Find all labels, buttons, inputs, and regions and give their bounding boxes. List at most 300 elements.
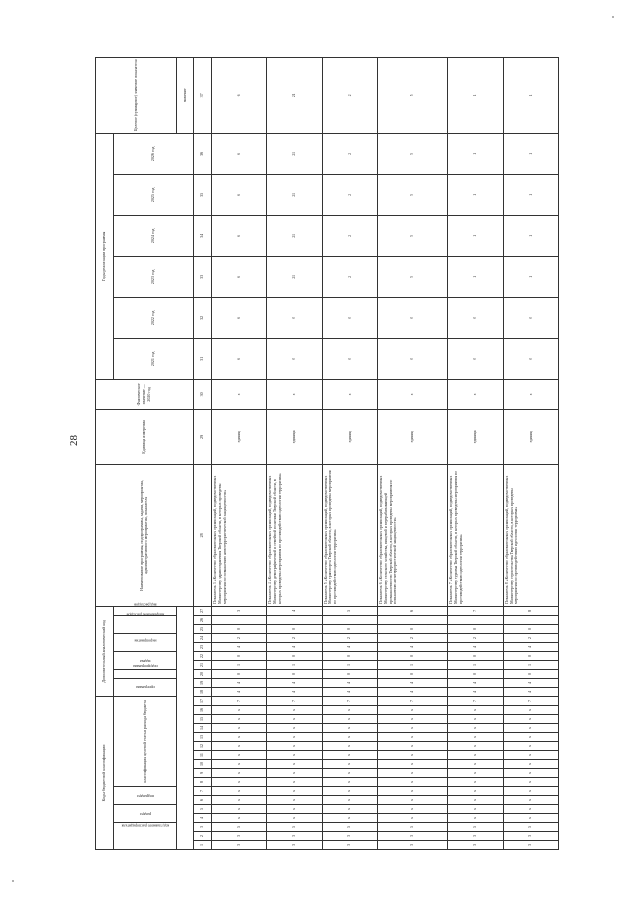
code-cell: 5 [322,823,377,832]
column-number: 28 [193,464,211,606]
code-cell: х [322,733,377,742]
fact-cell: х [448,379,503,409]
year-value-cell: 0 [503,297,558,338]
code-cell: 4 [503,642,558,651]
code-cell: х [377,769,448,778]
code-cell [503,615,558,624]
code-cell: 4 [267,606,322,615]
years-header: Годы реализации программы [96,133,114,379]
column-number: 10 [193,760,211,769]
year-value-cell: 6 [212,215,267,256]
table-row [322,57,377,849]
code-cell: 3 [212,832,267,841]
activity-header-text: мероприятие [134,638,157,644]
code-cell: х [503,751,558,760]
scan-artifact [612,16,614,18]
code-cell: 5 [267,823,322,832]
year-value-cell: 0 [377,338,448,379]
year-value-cell: 6 [212,338,267,379]
code-cell: х [448,751,503,760]
code-cell: 7 [448,696,503,705]
column-number: 2 [193,832,211,841]
code-cell: х [212,778,267,787]
code-cell: х [377,733,448,742]
year-value-cell: 0 [322,338,377,379]
code-cell: х [212,751,267,760]
code-cell: х [503,742,558,751]
task-header-text: задача [139,658,151,664]
code-cell: 0 [212,624,267,633]
code-cell: 4 [448,687,503,696]
code-cell: 0 [377,669,448,678]
code-cell: 4 [212,678,267,687]
code-cell: 0 [322,669,377,678]
year-value-cell: 21 [267,133,322,174]
code-cell: 7 [503,696,558,705]
code-cell: х [448,796,503,805]
target-value-cell: 1 [503,57,558,133]
code-cell: 4 [377,678,448,687]
code-cell: х [448,706,503,715]
year-value-cell: 1 [503,174,558,215]
code-cell: х [377,805,448,814]
code-cell: 5 [322,606,377,615]
unit-cell: единиц [212,409,267,464]
code-cell: 7 [322,696,377,705]
code-cell: 0 [212,669,267,678]
code-cell: 5 [503,823,558,832]
column-number: 23 [193,642,211,651]
year-value-cell: 0 [267,338,322,379]
code-cell: х [212,787,267,796]
code-cell: 4 [377,642,448,651]
code-cell: 2 [322,633,377,642]
program-header-text: программа [135,685,155,691]
code-subheader [177,606,194,849]
fact-cell: х [503,379,558,409]
code-cell: 4 [212,687,267,696]
code-cell: 2 [503,633,558,642]
column-number: 1 [193,841,211,850]
code-cell: 7 [267,696,322,705]
code-cell: х [377,706,448,715]
column-number: 6 [193,796,211,805]
code-cell [322,615,377,624]
code-cell: 0 [267,624,322,633]
fact-cell: х [322,379,377,409]
code-cell: х [267,706,322,715]
code-cell: 7 [377,696,448,705]
year-value-cell: 5 [377,256,448,297]
code-cell: 4 [448,678,503,687]
code-cell: 5 [448,823,503,832]
code-cell: 0 [377,651,448,660]
code-cell: 4 [322,678,377,687]
code-cell: х [503,706,558,715]
column-number: 27 [193,606,211,615]
code-cell: 3 [377,832,448,841]
column-number: 16 [193,706,211,715]
indicator-name: Показатель 4 «Количество образовательных организаций, подведомственных Министерству демографической и семейной политики Тверской области, в которых проведены мероприятия по противодействию идеологии терроризма» [267,464,322,606]
budget-codes-header: Коды бюджетной классификации [96,696,114,849]
code-cell: х [503,724,558,733]
unit-cell: единиц [377,409,448,464]
column-number: 33 [193,256,211,297]
column-number: 15 [193,715,211,724]
indicator-name: Показатель 3 «Количество образовательных организаций, подведомственных Министерству здравоохранения Тверской области, в которых проведены мероприятия по повышению антитеррористической защищенности» [212,464,267,606]
code-cell: 2 [212,633,267,642]
code-cell: 3 [322,841,377,850]
fact-cell: х [377,379,448,409]
measure-header [114,612,177,633]
code-cell: 2 [267,633,322,642]
column-number: 9 [193,769,211,778]
indicator-name: Показатель 6 «Количество образовательных организаций, подведомственных Министерству сельского хозяйства, пищевой и перерабатывающей промышленности Тверской области, в которых проведены мероприятия по повышению антитеррористической защищенности» [377,464,448,606]
target-article-header: классификация целевой статьи расхода бюджета [114,696,177,786]
column-number: 7 [193,787,211,796]
code-cell: х [322,751,377,760]
code-cell: 4 [322,642,377,651]
code-cell: 0 [267,651,322,660]
column-number: 14 [193,724,211,733]
target-value-header: значение [177,57,194,133]
code-cell: х [267,787,322,796]
code-cell: х [377,724,448,733]
code-cell: х [377,814,448,823]
column-number: 24 [193,633,211,642]
scan-artifact [12,880,14,882]
code-cell: 4 [503,687,558,696]
column-number: 4 [193,814,211,823]
code-cell [448,615,503,624]
program-header [114,678,177,696]
year-value-cell: 2 [322,256,377,297]
code-cell: х [377,715,448,724]
column-number: 37 [193,57,211,133]
code-cell: х [322,805,377,814]
code-cell: 3 [503,832,558,841]
year-value-cell: 21 [267,256,322,297]
column-number: 31 [193,338,211,379]
section-header [114,805,177,823]
code-cell: х [448,787,503,796]
code-cell: 6 [377,606,448,615]
code-cell: х [267,805,322,814]
code-cell: х [503,715,558,724]
column-number: 32 [193,297,211,338]
table-row [448,57,503,849]
code-cell: х [322,706,377,715]
section-header-text: раздел [139,811,151,817]
code-cell: х [267,814,322,823]
year-header: 2024 год [114,215,194,256]
expense-type-header-text: вид расходов [134,602,157,608]
indicator-name: Показатель 5 «Количество образовательных организаций, подведомственных Министерству транспорта Тверской области, в которых проведены мероприятия по противодействию идеологии терроризма» [322,464,377,606]
year-value-cell: 5 [377,174,448,215]
code-cell: 4 [377,687,448,696]
column-number: 3 [193,823,211,832]
column-number: 17 [193,696,211,705]
column-number: 8 [193,778,211,787]
code-cell: 8 [503,606,558,615]
column-number: 35 [193,174,211,215]
code-cell: х [377,751,448,760]
code-cell: 1 [448,660,503,669]
code-cell: х [503,787,558,796]
year-value-cell: 1 [503,256,558,297]
code-cell [212,615,267,624]
year-header: 2025 год [114,174,194,215]
code-cell: х [503,760,558,769]
code-cell: 2 [448,633,503,642]
code-cell: х [212,769,267,778]
column-number: 25 [193,624,211,633]
fact-header: Фактическое значение — 2020 год [96,379,194,409]
subprogram-header [114,664,177,678]
column-number: 29 [193,409,211,464]
code-cell: х [212,733,267,742]
code-cell: х [448,733,503,742]
code-cell: 0 [212,651,267,660]
target-header: Целевое (суммарное) значение показателя [96,57,177,133]
code-cell: 4 [267,678,322,687]
target-value-cell: 1 [448,57,503,133]
code-cell: х [267,715,322,724]
code-cell: х [448,724,503,733]
code-cell: 7 [212,696,267,705]
year-value-cell: 0 [448,297,503,338]
code-cell: х [267,769,322,778]
code-cell: 0 [267,669,322,678]
year-value-cell: 2 [322,133,377,174]
code-cell: 3 [212,841,267,850]
unit-cell: единиц [322,409,377,464]
year-header: 2023 год [114,256,194,297]
table-row [503,57,558,849]
code-cell: 1 [377,660,448,669]
code-cell: х [503,733,558,742]
code-cell: х [267,724,322,733]
year-value-cell: 1 [448,133,503,174]
code-cell: 4 [322,687,377,696]
fact-cell: х [212,379,267,409]
year-value-cell: 1 [448,174,503,215]
code-cell: 1 [503,660,558,669]
code-cell: х [448,742,503,751]
year-value-cell: 6 [212,174,267,215]
code-cell: х [322,724,377,733]
column-number: 30 [193,379,211,409]
program-indicators-table [95,57,559,850]
indicator-name: Показатель 7 «Количество образовательных организаций, подведомственных Министерству туризма Тверской области, в которых проведены мероприятия по противодействию идеологии терроризма» [448,464,503,606]
rotated-document-table [95,58,559,850]
year-value-cell: 5 [377,133,448,174]
code-cell: 7 [448,606,503,615]
page-number: 28 [68,435,80,446]
table-row [377,57,448,849]
name-header: Наименование программы, подпрограммы, задачи, мероприятия, административного мероприятия, показателя [96,464,194,606]
code-cell: х [503,778,558,787]
unit-cell: единица [448,409,503,464]
code-cell: х [377,778,448,787]
unit-header: Единица измерения [96,409,194,464]
code-cell [377,615,448,624]
code-cell: 1 [322,660,377,669]
year-value-cell: 0 [267,297,322,338]
year-value-cell: 2 [322,215,377,256]
year-value-cell: 1 [448,215,503,256]
column-number: 22 [193,651,211,660]
code-cell: 3 [448,832,503,841]
code-cell: х [377,742,448,751]
measure-header-text: направление расходов [126,612,164,618]
code-cell: х [377,796,448,805]
code-cell: 0 [322,651,377,660]
code-cell: х [212,706,267,715]
code-cell: х [267,760,322,769]
year-value-cell: 0 [377,297,448,338]
code-cell: х [212,760,267,769]
code-cell: 5 [377,823,448,832]
year-header: 2026 год [114,133,194,174]
code-cell: 0 [322,624,377,633]
code-cell: 1 [212,660,267,669]
column-number: 13 [193,733,211,742]
fact-cell: х [267,379,322,409]
year-header: 2022 год [114,297,194,338]
code-cell: х [267,796,322,805]
code-cell: 0 [503,669,558,678]
code-cell: 3 [267,841,322,850]
code-cell [267,615,322,624]
code-cell: 3 [503,841,558,850]
code-cell: х [448,805,503,814]
code-cell: х [377,760,448,769]
code-cell: х [212,742,267,751]
code-cell: х [503,814,558,823]
code-cell: х [448,715,503,724]
column-number: 26 [193,615,211,624]
gp-code-header [114,823,177,850]
gp-code-header-text: код главного распорядителя [121,823,169,829]
code-cell: х [212,796,267,805]
year-value-cell: 21 [267,174,322,215]
target-value-cell: 6 [212,57,267,133]
analytic-code-header: Дополнительный аналитический код [96,606,114,696]
code-cell: 4 [448,642,503,651]
code-cell: 3 [212,606,267,615]
code-cell: 2 [377,633,448,642]
subsection-header [114,787,177,805]
year-value-cell: 6 [212,297,267,338]
code-cell: х [322,769,377,778]
year-value-cell: 0 [448,338,503,379]
unit-cell: единиц [503,409,558,464]
year-value-cell: 21 [267,215,322,256]
code-cell: 3 [267,832,322,841]
year-value-cell: 1 [503,133,558,174]
year-value-cell: 0 [503,338,558,379]
column-number: 19 [193,678,211,687]
year-value-cell: 5 [377,215,448,256]
code-cell: х [267,742,322,751]
code-cell: х [448,760,503,769]
code-cell: 0 [503,651,558,660]
code-cell: 0 [503,624,558,633]
target-value-cell: 2 [322,57,377,133]
table-row [212,57,267,849]
column-number: 18 [193,687,211,696]
subsection-header-text: подраздел [136,793,154,799]
column-number: 20 [193,669,211,678]
code-cell: х [212,814,267,823]
code-cell: 4 [267,687,322,696]
column-number: 36 [193,133,211,174]
code-cell: х [212,805,267,814]
column-number: 5 [193,805,211,814]
code-cell: х [267,751,322,760]
year-value-cell: 1 [448,256,503,297]
code-cell: х [267,778,322,787]
target-value-cell: 5 [377,57,448,133]
column-number: 11 [193,751,211,760]
column-number: 12 [193,742,211,751]
code-cell: х [322,796,377,805]
code-cell: 3 [377,841,448,850]
code-cell: х [448,778,503,787]
year-value-cell: 0 [322,297,377,338]
code-cell: 0 [448,624,503,633]
column-number: 34 [193,215,211,256]
subprogram-header-text: подпрограмма [132,664,158,670]
unit-cell: единица [267,409,322,464]
code-cell: х [322,778,377,787]
code-cell: х [448,814,503,823]
code-cell: 0 [448,669,503,678]
code-cell: х [267,733,322,742]
code-cell: х [322,742,377,751]
code-cell: 5 [212,823,267,832]
code-cell: 4 [212,642,267,651]
code-cell: х [212,715,267,724]
year-value-cell: 2 [322,174,377,215]
code-cell: х [377,787,448,796]
code-cell: х [503,805,558,814]
year-value-cell: 1 [503,215,558,256]
code-cell: х [322,787,377,796]
indicator-name: Показатель 8 «Количество образовательных организаций, подведомственных Министерству строительства Тверской области, в которых проведены мероприятия по противодействию идеологии терроризма» [503,464,558,606]
code-cell: х [503,796,558,805]
code-cell: х [448,769,503,778]
code-cell: 3 [448,841,503,850]
code-cell: х [503,769,558,778]
year-header: 2021 год [114,338,194,379]
code-cell: х [322,814,377,823]
year-value-cell: 6 [212,256,267,297]
code-cell: х [212,724,267,733]
code-cell: х [322,760,377,769]
code-cell: х [322,715,377,724]
code-cell: 1 [267,660,322,669]
code-cell: 0 [448,651,503,660]
code-cell: 4 [503,678,558,687]
table-row [267,57,322,849]
code-cell: 3 [322,832,377,841]
column-number: 21 [193,660,211,669]
activity-header [114,633,177,651]
year-value-cell: 6 [212,133,267,174]
code-cell: 4 [267,642,322,651]
